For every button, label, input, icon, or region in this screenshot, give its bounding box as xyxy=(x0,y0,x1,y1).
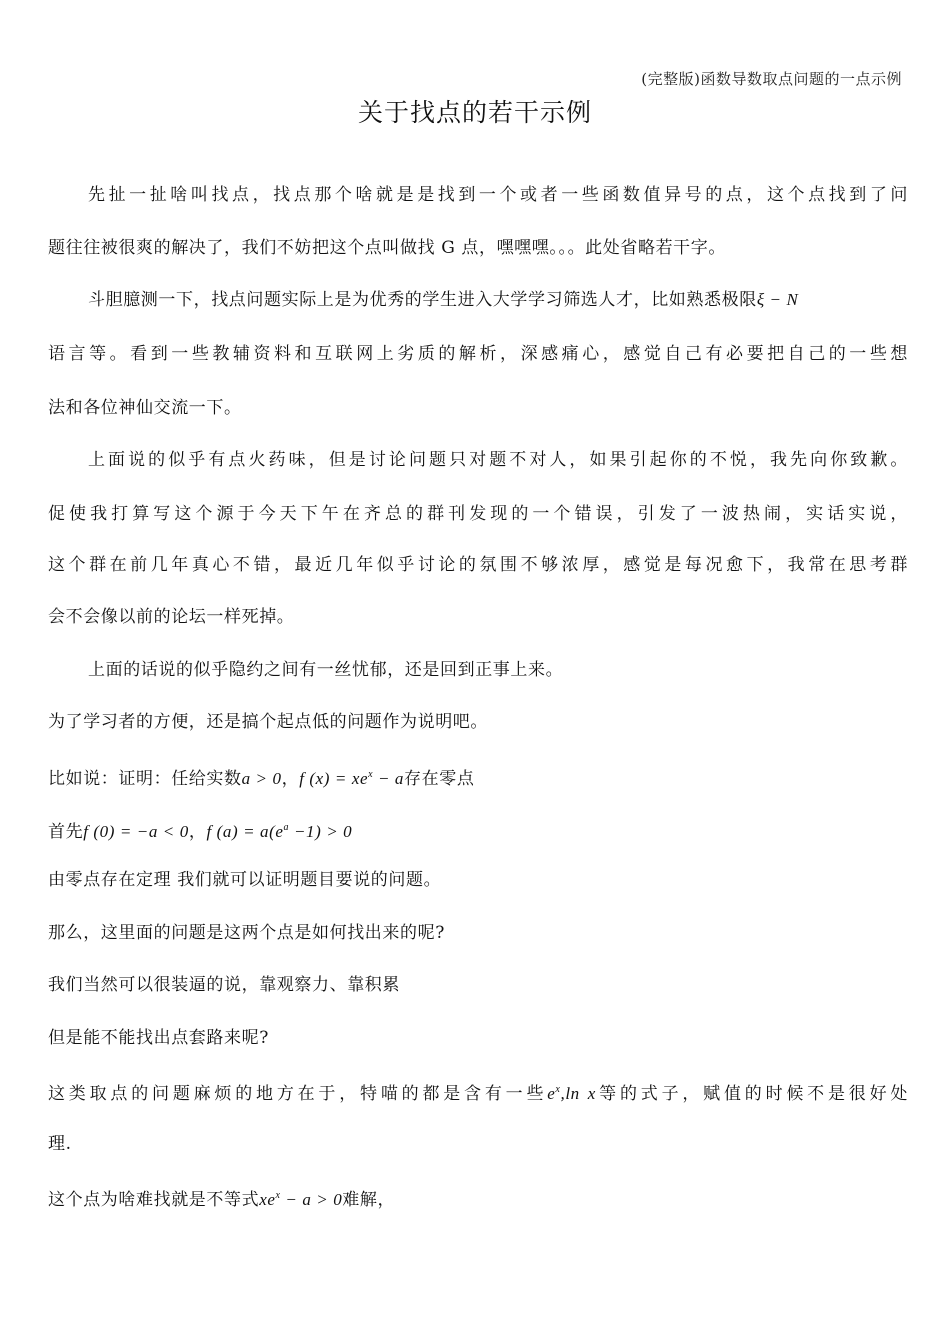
paragraph-5: 为了学习者的方便，还是搞个起点低的问题作为说明吧。 xyxy=(48,712,488,732)
paragraph-1-line-2: 题往往被很爽的解决了，我们不妨把这个点叫做找 G 点，嘿嘿嘿。。。此处省略若干字。 xyxy=(48,238,726,258)
paragraph-7-sep: ， xyxy=(188,822,207,842)
paragraph-2-line-1-text: 斗胆臆测一下，找点问题实际上是为优秀的学生进入大学学习筛选人才，比如熟悉极限 xyxy=(88,290,757,310)
paragraph-13-suffix: 难解， xyxy=(342,1190,396,1210)
paragraph-4: 上面的话说的似乎隐约之间有一丝忧郁，还是回到正事上来。 xyxy=(88,660,564,680)
paragraph-6-prefix: 比如说：证明：任给实数 xyxy=(48,769,242,789)
paragraph-8: 由零点存在定理 我们就可以证明题目要说的问题。 xyxy=(48,870,442,890)
paragraph-2-line-2: 语言等。看到一些教辅资料和互联网上劣质的解析，深感痛心，感觉自己有必要把自己的一些想 xyxy=(48,344,908,364)
paragraph-12-suffix: 等的式子，赋值的时候不是很好处 xyxy=(595,1084,908,1104)
paragraph-3-line-1: 上面说的似乎有点火药味，但是讨论问题只对题不对人，如果引起你的不悦，我先向你致歉。 xyxy=(88,450,908,470)
paragraph-2-line-1 xyxy=(88,288,908,312)
paragraph-7-prefix: 首先 xyxy=(48,822,84,842)
paragraph-13 xyxy=(48,1184,908,1212)
math-xi-n: ξ − N xyxy=(756,290,799,309)
paragraph-10: 我们当然可以很装逼的说，靠观察力、靠积累 xyxy=(48,975,400,995)
paragraph-3-line-4: 会不会像以前的论坛一样死掉。 xyxy=(48,607,295,627)
paragraph-9: 那么，这里面的问题是这两个点是如何找出来的呢? xyxy=(48,923,445,943)
paragraph-6-proof-statement xyxy=(48,763,908,791)
math-f-definition: f $(x) = xe^x - a$ xyxy=(299,769,405,788)
paragraph-3-line-2: 促使我打算写这个源于今天下午在齐总的群刊发现的一个错误，引发了一波热闹，实话实说， xyxy=(48,504,908,524)
math-f-a: f $(a) = a(e^a -1) > 0$ xyxy=(206,822,353,841)
paragraph-3-line-3: 这个群在前几年真心不错，最近几年似乎讨论的氛围不够浓厚，感觉是每况愈下，我常在思考群 xyxy=(48,555,908,575)
running-header: (完整版)函数导数取点问题的一点示例 xyxy=(641,70,902,88)
math-ex-lnx: $e^x,\ln$ x xyxy=(547,1084,596,1103)
math-inequality: $xe^x - a > 0$ xyxy=(259,1190,343,1209)
paragraph-1-line-1: 先扯一扯啥叫找点，找点那个啥就是是找到一个或者一些函数值异号的点，这个点找到了问 xyxy=(88,185,908,205)
math-f-zero: f (0) = −a < 0 xyxy=(83,822,189,841)
paragraph-13-prefix: 这个点为啥难找就是不等式 xyxy=(48,1190,260,1210)
paragraph-2-line-3: 法和各位神仙交流一下。 xyxy=(48,398,242,418)
paragraph-6-sep: ， xyxy=(281,769,300,789)
paragraph-7-first-step xyxy=(48,816,908,844)
paragraph-12-line-1 xyxy=(48,1078,908,1106)
paragraph-12-prefix: 这类取点的问题麻烦的地方在于，特喵的都是含有一些 xyxy=(48,1084,548,1104)
paragraph-6-suffix: 存在零点 xyxy=(404,769,475,789)
paragraph-11: 但是能不能找出点套路来呢? xyxy=(48,1028,269,1048)
math-a-positive: a > 0 xyxy=(241,769,282,788)
document-title: 关于找点的若干示例 xyxy=(357,98,592,127)
paragraph-12-line-2: 理. xyxy=(48,1134,72,1154)
